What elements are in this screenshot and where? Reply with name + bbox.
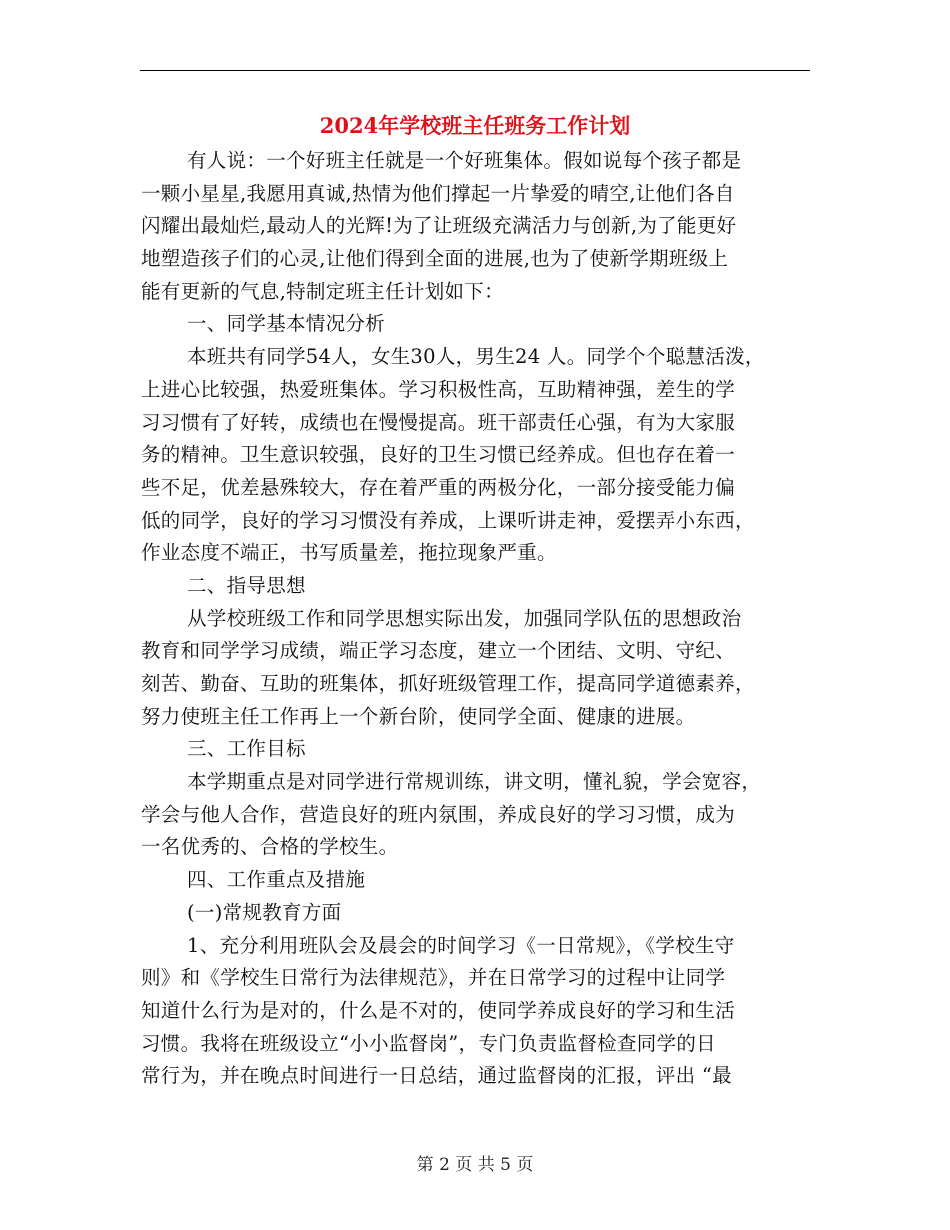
- text-line: 三、工作目标: [187, 737, 306, 761]
- text-line: 知道什么行为是对的，什么是不对的，使同学养成良好的学习和生活: [141, 998, 736, 1022]
- text-line: 一颗小星星,我愿用真诚,热情为他们撑起一片挚爱的晴空,让他们各自: [141, 181, 735, 205]
- text-line: 务的精神。卫生意识较强，良好的卫生习惯已经养成。但也存在着一: [141, 443, 736, 467]
- text-line: 四、工作重点及措施: [187, 868, 366, 892]
- text-line: 本班共有同学54人，女生30人，男生24 人。同学个个聪慧活泼，: [187, 345, 765, 369]
- text-line: 习习惯有了好转，成绩也在慢慢提高。班干部责任心强，有为大家服: [141, 410, 736, 434]
- text-line: 一名优秀的、合格的学校生。: [141, 835, 399, 859]
- document-title: 2024年学校班主任班务工作计划: [319, 113, 631, 138]
- text-line: 上进心比较强，热爱班集体。学习积极性高，互助精神强，差生的学: [141, 377, 736, 401]
- text-line: 本学期重点是对同学进行常规训练，讲文明，懂礼貌，学会宽容，: [187, 770, 762, 794]
- text-line: 闪耀出最灿烂,最动人的光辉!为了让班级充满活力与创新,为了能更好: [141, 214, 737, 238]
- text-line: 能有更新的气息,特制定班主任计划如下：: [141, 279, 504, 303]
- text-line: 些不足，优差悬殊较大，存在着严重的两极分化，一部分接受能力偏: [141, 475, 736, 499]
- text-line: 常行为，并在晚点时间进行一日总结，通过监督岗的汇报，评出 “最: [141, 1064, 732, 1088]
- text-line: 刻苦、勤奋、互助的班集体，抓好班级管理工作，提高同学道德素养，: [141, 672, 755, 695]
- text-line: 教育和同学学习成绩，端正学习态度，建立一个团结、文明、守纪、: [141, 639, 736, 663]
- text-line: 1、充分利用班队会及晨会的时间学习《一日常规》，《学校生守: [187, 933, 735, 957]
- text-line: 有人说：一个好班主任就是一个好班集体。假如说每个孩子都是: [187, 149, 742, 172]
- text-line: 则》和《学校生日常行为法律规范》，并在日常学习的过程中让同学: [141, 966, 726, 990]
- document-body: [141, 145, 801, 1093]
- text-line: 习惯。我将在班级设立“小小监督岗”，专门负责监督检查同学的日: [141, 1031, 716, 1055]
- text-line: 低的同学，良好的学习习惯没有养成，上课听讲走神，爱摆弄小东西，: [141, 508, 755, 532]
- page-number: 第 2 页 共 5 页: [416, 1155, 534, 1175]
- header-rule: [140, 70, 810, 71]
- text-line: 从学校班级工作和同学思想实际出发，加强同学队伍的思想政治: [187, 606, 742, 630]
- text-line: (一)常规教育方面: [187, 900, 342, 924]
- text-line: 地塑造孩子们的心灵,让他们得到全面的进展,也为了使新学期班级上: [141, 247, 729, 271]
- text-line: 一、同学基本情况分析: [187, 312, 386, 336]
- text-line: 二、指导思想: [187, 573, 306, 597]
- text-line: 作业态度不端正，书写质量差，拖拉现象严重。: [141, 541, 557, 565]
- text-line: 努力使班主任工作再上一个新台阶，使同学全面、健康的进展。: [141, 704, 696, 728]
- text-line: 学会与他人合作，营造良好的班内氛围，养成良好的学习习惯，成为: [141, 802, 736, 826]
